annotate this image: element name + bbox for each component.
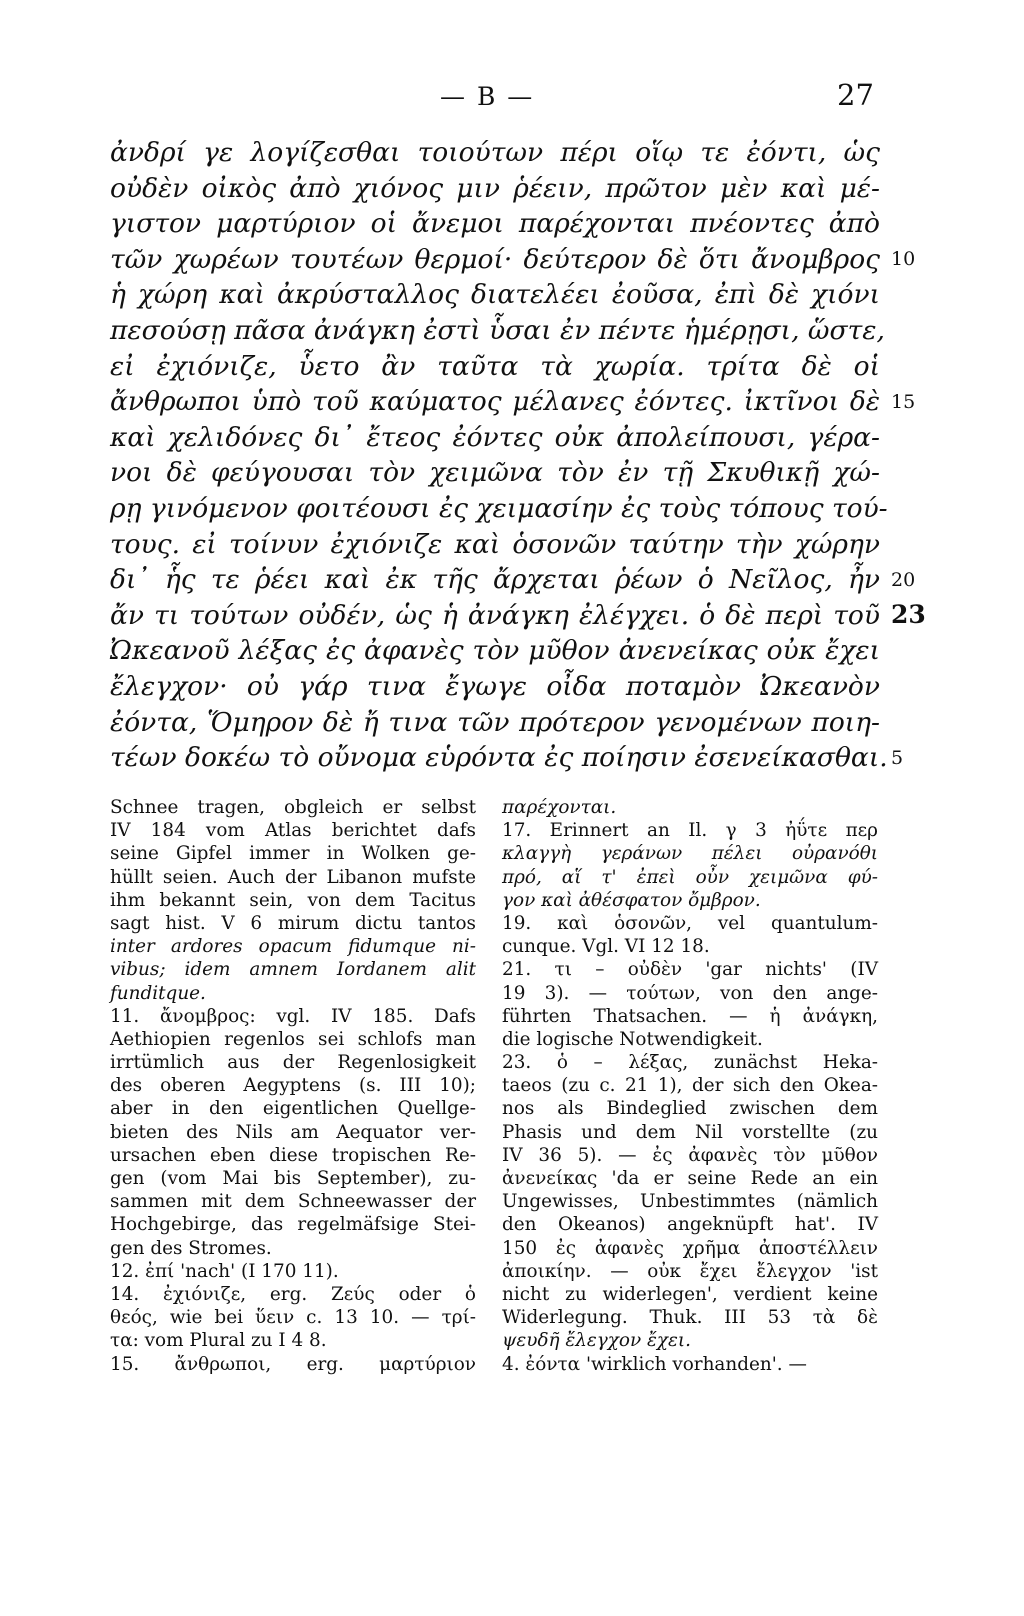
note-line: sammen mit dem Schneewasser der [110, 1191, 476, 1213]
note-line: 17. Erinnert an Il. γ 3 ἠΰτε περ [502, 820, 878, 842]
note-line: Ungewisses, Unbestimmtes (nämlich [502, 1191, 878, 1213]
note-line: taeos (zu c. 21 1), der sich den Okea- [502, 1075, 878, 1097]
note-line: 15. ἄνθρωποι, erg. μαρτύριον [110, 1353, 476, 1375]
page-number: 27 [837, 78, 874, 112]
note-line: bieten des Nils am Aequator ver- [110, 1121, 476, 1143]
greek-main-text [110, 135, 888, 776]
line-number: 5 [891, 747, 904, 769]
line-number: 10 [891, 248, 916, 270]
note-line: Widerlegung. Thuk. III 53 τὰ δὲ [502, 1307, 878, 1329]
note-line: hüllt seien. Auch der Libanon mufste [110, 866, 476, 888]
text-line: τους. εἰ τοίνυν ἐχιόνιζε καὶ ὁσονῶν ταύτην τὴν χώρην [110, 528, 880, 560]
note-line: 4. ἐόντα 'wirklich vorhanden'. — [502, 1353, 807, 1375]
text-line: ἔλεγχον· οὐ γάρ τινα ἔγωγε οἶδα ποταμὸν Ὠκεανὸν [110, 670, 880, 702]
note-line: gen des Stromes. [110, 1237, 272, 1259]
text-line: πεσούσῃ πᾶσα ἀνάγκη ἐστὶ ὗσαι ἐν πέντε ἡμέρῃσι, ὥστε, [110, 314, 885, 346]
note-line: seine Gipfel immer in Wolken ge- [110, 843, 476, 865]
note-line: irrtümlich aus der Regenlosigkeit [110, 1052, 476, 1074]
note-line: aber in den eigentlichen Quellge- [110, 1098, 476, 1120]
line-number: 15 [891, 391, 916, 413]
note-line: nicht zu widerlegen', verdient keine [502, 1283, 878, 1305]
note-line: 150 ἐς ἀφανὲς χρῆμα ἀποστέλλειν [502, 1237, 878, 1259]
text-line: ἀνδρί γε λογίζεσθαι τοιούτων πέρι οἵῳ τε ἐόντι, ὡς [110, 137, 880, 168]
page-header [0, 78, 1024, 122]
signature-mark: — B — [440, 82, 535, 111]
note-line: führten Thatsachen. — ἡ ἀνάγκη, [502, 1005, 878, 1027]
note-line: πρό, αἵ τ' ἐπεὶ οὖν χειμῶνα φύ- [502, 866, 878, 888]
note-line: Schnee tragen, obgleich er selbst [110, 797, 476, 818]
note-line: nos als Bindeglied zwischen dem [502, 1098, 878, 1120]
note-line: 21. τι – οὐδὲν 'gar nichts' (IV [502, 959, 878, 981]
text-line: εἰ ἐχιόνιζε, ὗετο ἂν ταῦτα τὰ χωρία. τρίτα δὲ οἱ [110, 350, 880, 382]
note-line: vibus; idem amnem Iordanem alit [110, 959, 476, 981]
note-line: γον καὶ ἀθέσφατον ὄμβρον. [502, 889, 761, 911]
note-line: 23. ὁ – λέξας, zunächst Heka- [502, 1052, 878, 1074]
text-line: ἐόντα, Ὅμηρον δὲ ἤ τινα τῶν πρότερον γενομένων ποιη- [110, 706, 880, 738]
note-line: 11. ἄνομβρος: vgl. IV 185. Dafs [110, 1005, 476, 1027]
commentary-right-column [502, 796, 878, 1376]
note-line: ἀνενείκας 'da er seine Rede an ein [502, 1168, 878, 1189]
text-line: ρῃ γινόμενον φοιτέουσι ἐς χειμασίην ἐς τοὺς τόπους τού- [110, 492, 888, 524]
text-line: ἄνθρωποι ὑπὸ τοῦ καύματος μέλανες ἐόντες. ἰκτῖνοι δὲ [110, 386, 880, 418]
text-line: ἄν τι τούτων οὐδέν, ὡς ἡ ἀνάγκη ἐλέγχει. ὁ δὲ περὶ τοῦ [110, 599, 880, 631]
text-line: τῶν χωρέων τουτέων θερμοί· δεύτερον δὲ ὅτι ἄνομβρος [110, 243, 880, 275]
note-line: θεός, wie bei ὕειν c. 13 10. — τρί- [110, 1307, 476, 1329]
note-line: IV 184 vom Atlas berichtet dafs [110, 820, 476, 842]
note-line: ihm bekannt sein, von dem Tacitus [110, 889, 476, 911]
text-line: ἡ χώρη καὶ ἀκρύσταλλος διατελέει ἐοῦσα, ἐπὶ δὲ χιόνι [110, 279, 880, 311]
note-line: funditque. [110, 982, 206, 1004]
text-line: τέων δοκέω τὸ οὔνομα εὑρόντα ἐς ποίησιν ἐσενείκασθαι. [110, 742, 888, 774]
note-line: den Okeanos) angeknüpft hat'. IV [502, 1214, 878, 1236]
note-line: inter ardores opacum fidumque ni- [110, 936, 476, 958]
text-line: δι᾽ ἧς τε ῥέει καὶ ἐκ τῆς ἄρχεται ῥέων ὁ Νεῖλος, ἦν [110, 564, 880, 596]
note-line: παρέχονται. [502, 797, 617, 818]
line-number: 20 [891, 569, 916, 591]
text-line: νοι δὲ φεύγουσαι τὸν χειμῶνα τὸν ἐν τῇ Σκυθικῇ χώ- [110, 457, 880, 489]
note-line: Phasis und dem Nil vorstellte (zu [502, 1121, 878, 1143]
note-line: 19. καὶ ὁσονῶν, vel quantulum- [502, 912, 878, 934]
note-line: 14. ἐχιόνιζε, erg. Ζεύς oder ὁ [110, 1283, 476, 1305]
note-line: ursachen eben diese tropischen Re- [110, 1144, 476, 1166]
note-line: des oberen Aegyptens (s. III 10); [110, 1075, 476, 1097]
commentary-left-column [110, 796, 476, 1376]
note-line: 19 3). — τούτων, von den ange- [502, 982, 878, 1004]
note-line: sagt hist. V 6 mirum dictu tantos [110, 912, 476, 934]
note-line: gen (vom Mai bis September), zu- [110, 1168, 476, 1189]
note-line: ψευδῆ ἔλεγχον ἔχει. [502, 1330, 691, 1352]
chapter-number: 23 [891, 600, 926, 629]
note-line: cunque. Vgl. VI 12 18. [502, 936, 710, 958]
note-line: die logische Notwendigkeit. [502, 1028, 763, 1050]
text-line: οὐδὲν οἰκὸς ἀπὸ χιόνος μιν ῥέειν, πρῶτον μὲν καὶ μέ- [110, 172, 880, 204]
note-line: ἀποικίην. — οὐκ ἔχει ἔλεγχον 'ist [502, 1260, 878, 1282]
text-line: καὶ χελιδόνες δι᾽ ἔτεος ἐόντες οὐκ ἀπολείπουσι, γέρα- [110, 421, 880, 453]
note-line: 12. ἐπί 'nach' (I 170 11). [110, 1260, 339, 1282]
note-line: τα: vom Plural zu I 4 8. [110, 1330, 327, 1352]
note-line: κλαγγὴ γεράνων πέλει οὐρανόθι [502, 843, 878, 865]
note-line: Aethiopien regenlos sei schlofs man [110, 1028, 476, 1050]
text-line: γιστον μαρτύριον οἱ ἄνεμοι παρέχονται πνέοντες ἀπὸ [110, 208, 880, 240]
text-line: Ὠκεανοῦ λέξας ἐς ἀφανὲς τὸν μῦθον ἀνενείκας οὐκ ἔχει [110, 635, 880, 667]
note-line: Hochgebirge, das regelmäfsige Stei- [110, 1214, 476, 1236]
note-line: IV 36 5). — ἐς ἀφανὲς τὸν μῦθον [502, 1144, 878, 1166]
